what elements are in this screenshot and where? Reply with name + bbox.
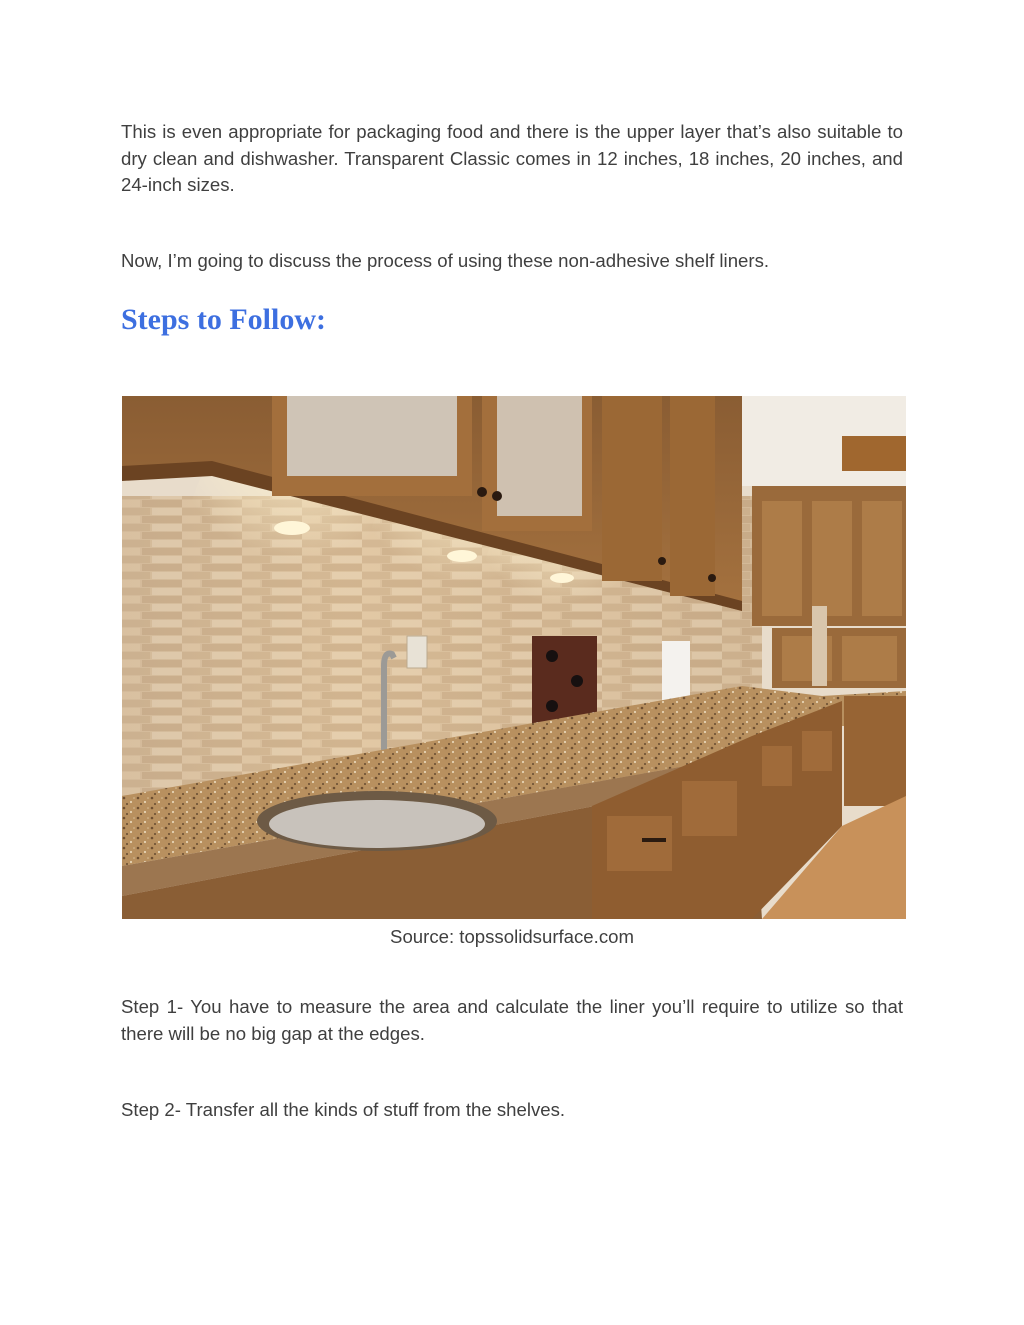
kitchen-photo <box>122 396 906 919</box>
image-caption: Source: topssolidsurface.com <box>390 926 634 947</box>
intro-paragraph: This is even appropriate for packaging food and there is the upper layer that’s also suitable to dry clean and dishwasher. Transparent Classic comes in 12 inches, 18 inches, 20 inches, and 24-inch sizes. <box>121 121 903 195</box>
step-2-paragraph: Step 2- Transfer all the kinds of stuff from the shelves. <box>121 1099 566 1120</box>
transition-paragraph: Now, I’m going to discuss the process of using these non-adhesive shelf liners. <box>121 250 770 271</box>
step-1-paragraph: Step 1- You have to measure the area and calculate the liner you’ll require to utilize so that there will be no big gap at the edges. <box>121 996 903 1044</box>
section-heading: Steps to Follow: <box>121 303 326 336</box>
